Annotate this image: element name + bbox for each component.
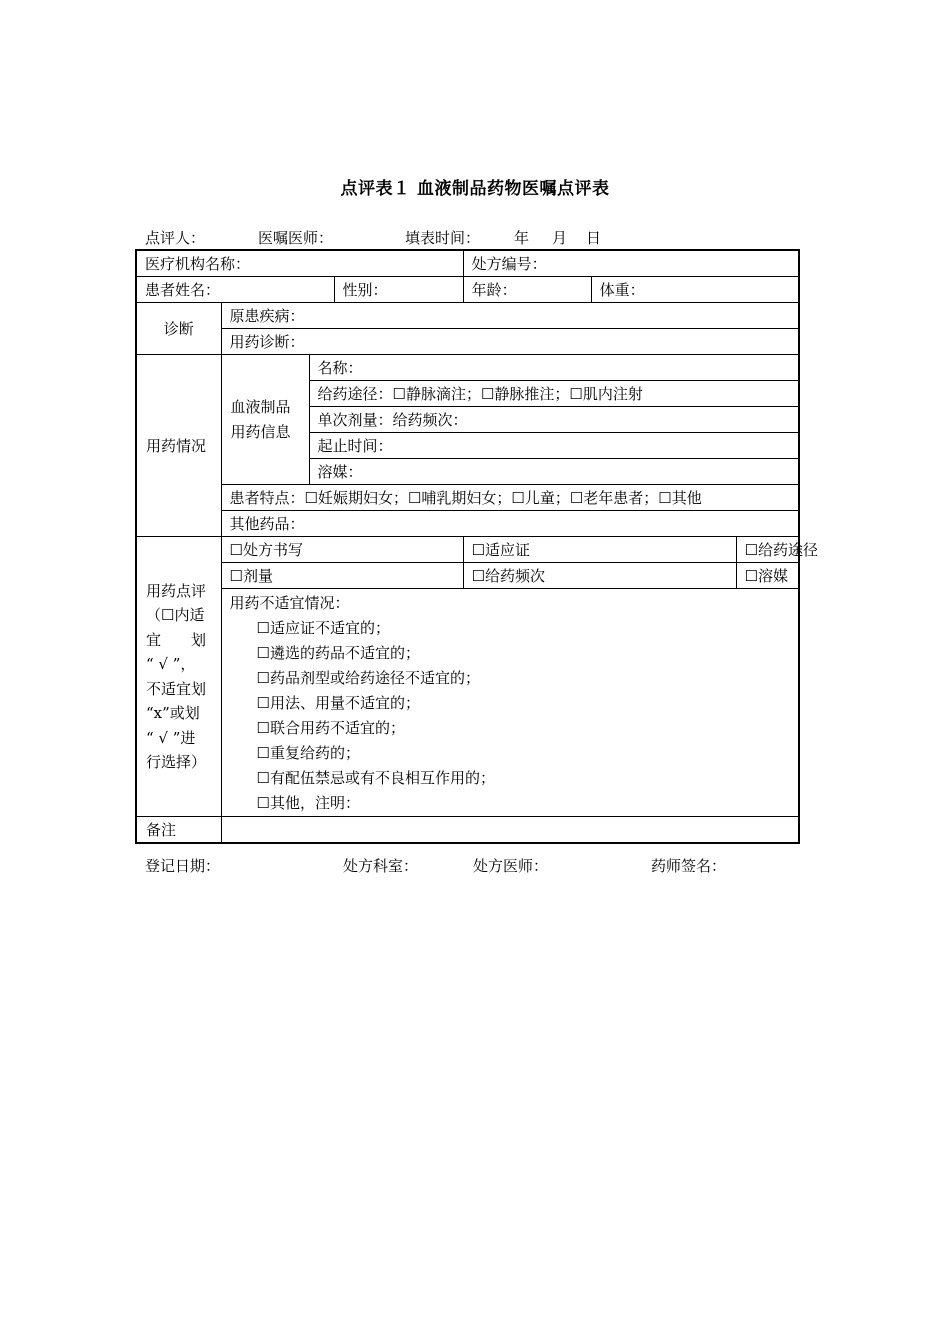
other-drugs-cell[interactable]: 其他药品： — [221, 511, 799, 537]
issue-item[interactable]: ☐适应证不适宜的； — [256, 619, 390, 637]
eval-prescription-writing[interactable]: ☐处方书写 — [221, 537, 463, 563]
issues-cell — [221, 589, 799, 817]
blood-info-label-line1: 血液制品 — [230, 397, 291, 416]
issue-item[interactable]: ☐遴选的药品不适宜的； — [256, 644, 420, 662]
issue-item[interactable]: ☐有配伍禁忌或有不良相互作用的； — [256, 769, 495, 787]
drug-name-cell[interactable]: 名称： — [309, 355, 799, 381]
issues-title: 用药不适宜情况： — [229, 594, 350, 612]
issue-item[interactable]: ☐联合用药不适宜的； — [256, 719, 405, 737]
pharmacist-sign-label: 药师签名： — [651, 857, 727, 875]
eval-frequency[interactable]: ☐给药频次 — [463, 563, 736, 589]
weight-cell[interactable]: 体重： — [591, 277, 799, 303]
issue-item[interactable]: ☐重复给药的； — [256, 744, 360, 762]
eval-label-line: 宜 划 — [146, 630, 207, 649]
issue-item[interactable]: ☐药品剂型或给药途径不适宜的； — [256, 669, 480, 687]
rx-dept-label: 处方科室： — [343, 857, 419, 875]
dose-freq-cell[interactable]: 单次剂量：给药频次： — [309, 407, 799, 433]
issue-item[interactable]: ☐其他，注明： — [256, 794, 360, 812]
solvent-cell[interactable]: 溶媒： — [309, 459, 799, 485]
age-cell[interactable]: 年龄： — [463, 277, 591, 303]
form-title: 点评表１ 血液制品药物医嘱点评表 — [340, 179, 610, 199]
year-label: 年 — [514, 229, 530, 247]
eval-route[interactable]: ☐给药途径 — [736, 537, 799, 563]
month-label: 月 — [552, 229, 568, 247]
day-label: 日 — [586, 229, 602, 247]
rx-doctor-label: 处方医师： — [473, 857, 549, 875]
remarks-label: 备注 — [136, 817, 221, 844]
eval-label-line: （☐内适 — [146, 606, 205, 624]
blood-info-label-line2: 用药信息 — [230, 422, 291, 441]
patient-traits-cell[interactable]: 患者特点：☐妊娠期妇女；☐哺乳期妇女；☐儿童；☐老年患者；☐其他 — [221, 485, 799, 511]
drug-diagnosis-cell[interactable]: 用药诊断： — [221, 329, 799, 355]
reviewer-label: 点评人： — [145, 229, 206, 247]
register-date-label: 登记日期： — [145, 857, 221, 875]
review-table — [135, 249, 819, 844]
institution-cell[interactable]: 医疗机构名称： — [136, 250, 463, 277]
original-disease-cell[interactable]: 原患疾病： — [221, 303, 799, 329]
blood-info-label — [221, 355, 309, 485]
eval-label-line: 用药点评 — [146, 581, 207, 600]
fill-time-label: 填表时间： — [405, 229, 481, 247]
route-cell[interactable]: 给药途径：☐静脉滴注；☐静脉推注；☐肌内注射 — [309, 381, 799, 407]
eval-dose[interactable]: ☐剂量 — [221, 563, 463, 589]
eval-label-line: “ √ ”， — [146, 655, 196, 673]
remarks-cell[interactable] — [221, 817, 799, 844]
gender-cell[interactable]: 性别： — [334, 277, 463, 303]
eval-label — [136, 537, 221, 817]
eval-solvent[interactable]: ☐溶媒 — [736, 563, 799, 589]
rx-number-cell[interactable]: 处方编号： — [463, 250, 799, 277]
eval-label-line: “x”或划 — [146, 704, 200, 722]
doctor-label: 医嘱医师： — [258, 229, 334, 247]
start-end-cell[interactable]: 起止时间： — [309, 433, 799, 459]
issue-item[interactable]: ☐用法、用量不适宜的； — [256, 694, 420, 712]
eval-label-line: 不适宜划 — [146, 679, 207, 698]
eval-indication[interactable]: ☐适应证 — [463, 537, 736, 563]
usage-label: 用药情况 — [136, 355, 221, 537]
patient-name-cell[interactable]: 患者姓名： — [136, 277, 334, 303]
diagnosis-label: 诊断 — [136, 303, 221, 355]
eval-label-line: “ √ ”进 — [146, 728, 196, 747]
eval-label-line: 行选择） — [146, 753, 207, 771]
